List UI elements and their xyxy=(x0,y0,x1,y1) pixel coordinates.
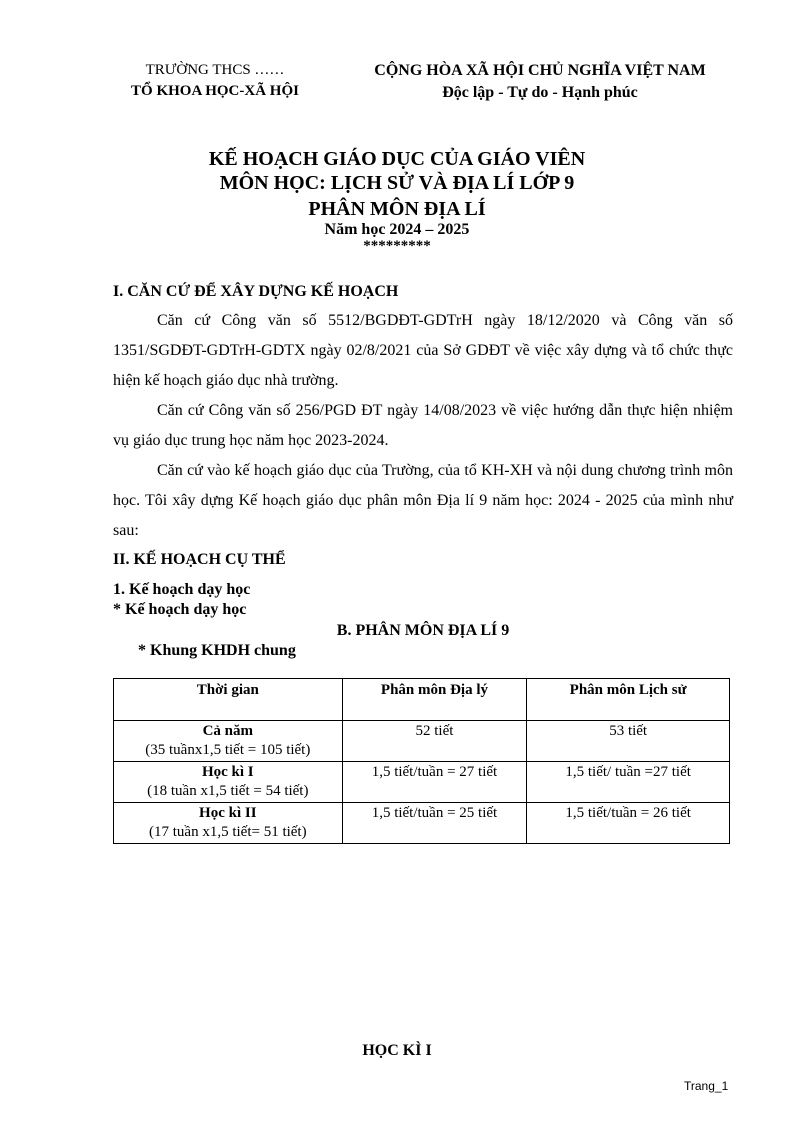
geography-part-title: B. PHÂN MÔN ĐỊA LÍ 9 xyxy=(336,622,510,639)
header-history: Phân môn Lịch sử xyxy=(527,679,730,721)
period-name: Học kì II xyxy=(199,805,257,821)
table-row xyxy=(114,721,730,762)
document-title: KẾ HOẠCH GIÁO DỤC CỦA GIÁO VIÊN xyxy=(208,148,586,170)
department-name: TỔ KHOA HỌC-XÃ HỘI xyxy=(131,83,299,99)
national-motto: Độc lập - Tự do - Hạnh phúc xyxy=(442,84,638,101)
subsubject-title: PHÂN MÔN ĐỊA LÍ xyxy=(308,198,486,220)
period-name: Học kì I xyxy=(201,764,254,780)
section1-paragraph-3: Căn cứ vào kế hoạch giáo dục của Trường, của tổ KH-XH và nội dung chương trình môn học. Tôi xây dựng Kế hoạch giáo dục phân môn Địa lí 9 năm học: 2024 - 2025 của mình như sau: xyxy=(113,462,733,539)
history-cell: 1,5 tiết/tuần = 26 tiết xyxy=(527,803,730,844)
table-header-row xyxy=(114,679,730,721)
semester-heading: HỌC KÌ I xyxy=(362,1042,432,1059)
section1-heading: I. CĂN CỨ ĐỂ XÂY DỰNG KẾ HOẠCH xyxy=(113,283,399,300)
title-separator: ********* xyxy=(363,238,431,254)
school-name: TRƯỜNG THCS …… xyxy=(145,62,285,78)
section1-paragraph-2: Căn cứ Công văn số 256/PGD ĐT ngày 14/08/2023 về việc hướng dẫn thực hiện nhiệm vụ giáo dục trung học năm học 2023-2024. xyxy=(113,402,733,449)
teaching-plan-subheading: 1. Kế hoạch dạy học xyxy=(113,581,251,598)
geography-cell: 1,5 tiết/tuần = 25 tiết xyxy=(342,803,527,844)
geography-cell: 52 tiết xyxy=(342,721,527,762)
section2-heading: II. KẾ HOẠCH CỤ THỂ xyxy=(113,551,286,568)
history-cell: 53 tiết xyxy=(527,721,730,762)
period-detail: (17 tuần x1,5 tiết= 51 tiết) xyxy=(149,824,307,840)
geography-cell: 1,5 tiết/tuần = 27 tiết xyxy=(342,762,527,803)
section1-paragraph-1: Căn cứ Công văn số 5512/BGDĐT-GDTrH ngày 18/12/2020 và Công văn số 1351/SGDĐT-GDTrH-GDTX ngày 02/8/2021 của Sở GDĐT về việc xây dựng và tổ chức thực hiện kế hoạch giáo dục nhà trường. xyxy=(113,312,733,389)
school-year: Năm học 2024 – 2025 xyxy=(324,221,470,238)
plan-table xyxy=(113,678,730,844)
subject-title: MÔN HỌC: LỊCH SỬ VÀ ĐỊA LÍ LỚP 9 xyxy=(219,172,575,194)
teaching-plan-bullet: * Kế hoạch dạy học xyxy=(113,601,247,618)
period-detail: (18 tuần x1,5 tiết = 54 tiết) xyxy=(147,783,309,799)
school-header xyxy=(100,60,330,102)
table-row xyxy=(114,762,730,803)
history-cell: 1,5 tiết/ tuần =27 tiết xyxy=(527,762,730,803)
period-name: Cả năm xyxy=(202,723,254,739)
header-time: Thời gian xyxy=(114,679,343,721)
page-number: Trang_1 xyxy=(684,1079,729,1093)
period-cell xyxy=(114,721,343,762)
period-cell xyxy=(114,803,343,844)
table-row xyxy=(114,803,730,844)
header-geography: Phân môn Địa lý xyxy=(342,679,527,721)
nation-name: CỘNG HÒA XÃ HỘI CHỦ NGHĨA VIỆT NAM xyxy=(374,62,706,79)
period-cell xyxy=(114,762,343,803)
national-header xyxy=(340,60,740,104)
period-detail: (35 tuầnx1,5 tiết = 105 tiết) xyxy=(145,742,311,758)
framework-subheading: * Khung KHDH chung xyxy=(138,642,296,659)
